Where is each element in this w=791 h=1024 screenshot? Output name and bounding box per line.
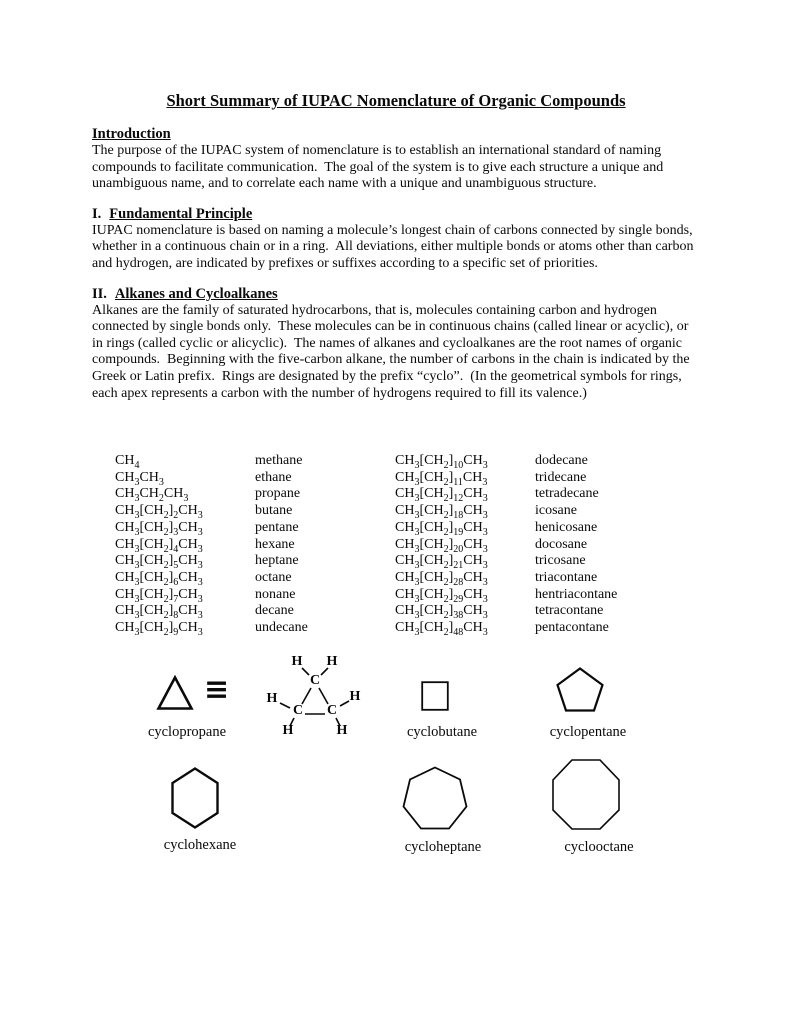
- carbon-atom-label: C: [309, 673, 321, 688]
- alkane-formula: $CH_3[CH_2]_6CH_3$: [115, 569, 203, 588]
- section-body-text: Alkanes are the family of saturated hydrocarbons, that is, molecules containing carbon and hydrogen connected by single bonds only. These molecules can be in continuous chains (called linear or acyclic), or in rings (called cyclic or alicyclic). The names of alkanes and cycloalkanes are the root names of organic compounds. Beginning with the five-carbon alkane, the number of carbons in the chain is indicated by the Greek or Latin prefix. Rings are designated by the prefix “cyclo”. (In the geometrical symbols for rings, each apex represents a carbon with the number of hydrogens required to fill its valence.): [92, 302, 694, 401]
- cyclooctane-label: cyclooctane: [564, 839, 634, 855]
- cyclopentane-pentagon-shape: [556, 667, 604, 712]
- section-body-text: IUPAC nomenclature is based on naming a molecule’s longest chain of carbons connected by single bonds, whether in a continuous chain or in a ring. All deviations, either multiple bonds or atoms other than carbon and hydrogen, are indicated by prefixes or suffixes according to a specific set of priorities.: [92, 222, 697, 271]
- alkane-formula: $CH_3[CH_2]_7CH_3$: [115, 586, 203, 605]
- section-heading: [92, 206, 700, 223]
- alkane-name: propane: [255, 486, 301, 502]
- alkane-formula: $CH_3[CH_2]_{38}CH_3$: [395, 603, 488, 622]
- section-heading-text: Introduction: [92, 126, 171, 142]
- section-introduction: [92, 126, 700, 193]
- alkane-formula: $CH_3[CH_2]_{19}CH_3$: [395, 519, 488, 538]
- table-row: [115, 587, 715, 604]
- alkane-name: pentane: [255, 519, 299, 535]
- section-alkanes-cycloalkanes: [92, 286, 700, 403]
- equivalence-symbol: ≡: [204, 672, 230, 707]
- alkane-formula: $CH_3[CH_2]_{29}CH_3$: [395, 586, 488, 605]
- table-row: [115, 570, 715, 587]
- cyclohexane-hexagon-shape: [171, 767, 219, 829]
- alkane-name: undecane: [255, 620, 308, 636]
- hydrogen-atom-label: H: [326, 654, 338, 669]
- alkane-formula: $CH_3[CH_2]_5CH_3$: [115, 553, 203, 572]
- alkane-name: butane: [255, 503, 293, 519]
- alkane-formula: $CH_3[CH_2]_{10}CH_3$: [395, 453, 488, 471]
- table-row: [115, 620, 715, 637]
- alkane-name: tricosane: [535, 553, 586, 569]
- alkane-formula: $CH_3[CH_2]_{12}CH_3$: [395, 486, 488, 505]
- page-title: Short Summary of IUPAC Nomenclature of Organic Compounds: [166, 91, 626, 110]
- alkane-name: hexane: [255, 536, 295, 552]
- alkane-name: dodecane: [535, 453, 588, 468]
- alkane-formula: $CH_4$: [115, 453, 140, 471]
- alkane-formula: $CH_3[CH_2]_8CH_3$: [115, 603, 203, 622]
- alkane-name: tridecane: [535, 469, 587, 485]
- hydrogen-atom-label: H: [266, 691, 278, 706]
- alkane-formula: $CH_3[CH_2]_{18}CH_3$: [395, 503, 488, 521]
- cyclopropane-structure: [258, 651, 370, 746]
- alkane-formula: $CH_3[CH_2]_{20}CH_3$: [395, 536, 488, 555]
- alkane-name: octane: [255, 569, 292, 585]
- table-row: [115, 486, 715, 503]
- hydrogen-atom-label: H: [349, 689, 361, 704]
- alkane-name: tetradecane: [535, 486, 599, 502]
- table-row: [115, 470, 715, 487]
- cyclooctane-octagon-shape: [552, 759, 620, 830]
- alkane-formula: $CH_3[CH_2]_{48}CH_3$: [395, 620, 488, 638]
- alkane-name: ethane: [255, 469, 292, 485]
- alkane-formula: $CH_3[CH_2]_4CH_3$: [115, 536, 203, 555]
- alkane-name: triacontane: [535, 569, 598, 585]
- table-row: [115, 553, 715, 570]
- table-row: [115, 520, 715, 537]
- section-body-text: The purpose of the IUPAC system of nomenclature is to establish an international standard of naming compounds to facilitate communication. The goal of the system is to give each structure a unique and unambiguous name, and to correlate each name with a unique and unambiguous structure.: [92, 143, 667, 192]
- carbon-atom-label: C: [326, 703, 338, 718]
- section-fundamental-principle: [92, 206, 700, 273]
- hydrogen-atom-label: H: [282, 723, 294, 738]
- section-heading: [92, 286, 700, 303]
- alkane-name: tetracontane: [535, 603, 604, 619]
- alkane-formula: $CH_3[CH_2]_2CH_3$: [115, 503, 203, 521]
- cyclopentane-label: cyclopentane: [549, 724, 627, 740]
- cycloheptane-heptagon-shape: [402, 766, 468, 830]
- alkane-table: [115, 453, 715, 637]
- hydrogen-atom-label: H: [291, 654, 303, 669]
- document-content: [0, 0, 791, 402]
- section-number: II.: [92, 285, 107, 302]
- section-heading-text: Fundamental Principle: [109, 205, 253, 222]
- cyclobutane-square-shape: [421, 681, 449, 711]
- section-heading: [92, 126, 700, 143]
- alkane-name: henicosane: [535, 519, 598, 535]
- alkane-name: pentacontane: [535, 620, 609, 636]
- table-row: [115, 503, 715, 520]
- cyclohexane-label: cyclohexane: [163, 837, 237, 853]
- cycloalkane-diagrams: [0, 648, 791, 878]
- alkane-name: heptane: [255, 553, 299, 569]
- alkane-name: docosane: [535, 536, 588, 552]
- alkane-name: icosane: [535, 503, 577, 519]
- alkane-name: hentriacontane: [535, 586, 618, 602]
- alkane-formula: $CH_3[CH_2]_{11}CH_3$: [395, 469, 488, 488]
- cyclopropane-triangle-shape: [156, 675, 194, 711]
- table-row: [115, 453, 715, 470]
- section-number: I.: [92, 205, 102, 222]
- alkane-formula: $CH_3[CH_2]_{21}CH_3$: [395, 553, 488, 572]
- cyclobutane-label: cyclobutane: [406, 724, 478, 740]
- hydrogen-atom-label: H: [336, 723, 348, 738]
- alkane-formula: $CH_3CH_2CH_3$: [115, 486, 189, 505]
- table-row: [115, 537, 715, 554]
- alkane-name: methane: [255, 453, 303, 468]
- table-row: [115, 603, 715, 620]
- cyclopropane-label: cyclopropane: [147, 724, 227, 740]
- alkane-formula: $CH_3[CH_2]_3CH_3$: [115, 519, 203, 538]
- alkane-name: nonane: [255, 586, 296, 602]
- alkane-name: decane: [255, 603, 294, 619]
- alkane-formula: $CH_3[CH_2]_{28}CH_3$: [395, 569, 488, 588]
- cycloheptane-label: cycloheptane: [404, 839, 482, 855]
- section-heading-text: Alkanes and Cycloalkanes: [114, 285, 278, 302]
- carbon-atom-label: C: [292, 703, 304, 718]
- alkane-formula: $CH_3CH_3$: [115, 469, 164, 488]
- alkane-formula: $CH_3[CH_2]_9CH_3$: [115, 620, 203, 638]
